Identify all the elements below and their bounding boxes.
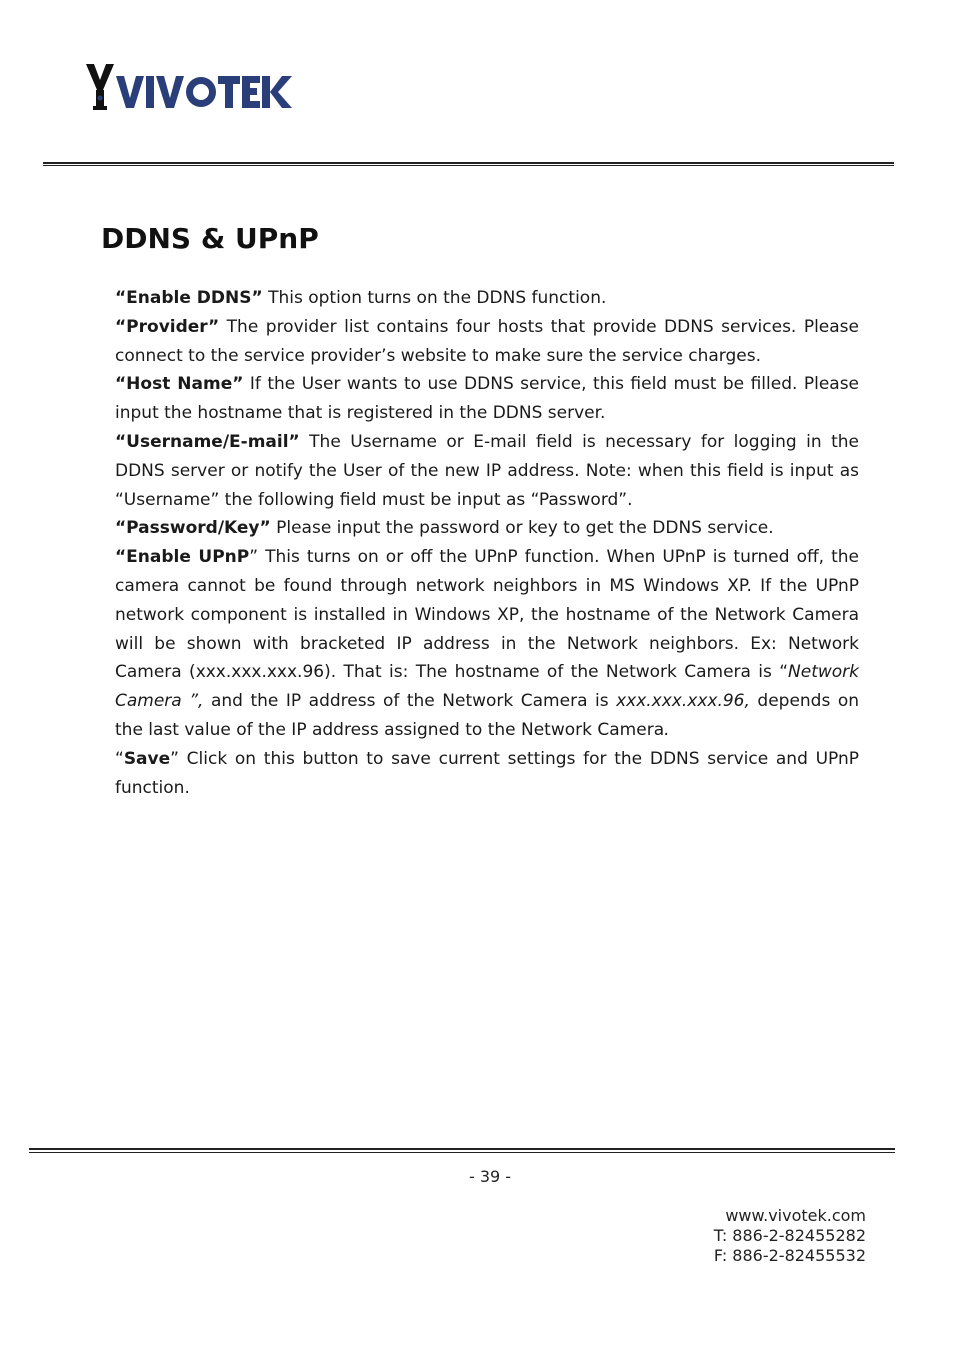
vivotek-logo	[84, 62, 294, 112]
page-number: - 39 -	[468, 1167, 512, 1186]
entry-save: “Save” Click on this button to save current settings for the DDNS service and UPnP function.	[115, 748, 859, 798]
entry-enable-ddns: “Enable DDNS” This option turns on the DDNS function.	[115, 288, 607, 308]
entry-username-email: “Username/E-mail” The Username or E-mail field is necessary for logging in the DDNS server or notify the User of the new IP address. Note: when this field is input as “Username” the following field must be input as “Password”.	[115, 431, 859, 510]
vivotek-antenna-icon	[86, 64, 114, 110]
vivotek-wordmark	[116, 76, 292, 108]
footer-fax: F: 886-2-82455532	[713, 1246, 866, 1265]
entry-password-key: “Password/Key” Please input the password or key to get the DDNS service.	[115, 518, 774, 539]
document-body	[115, 284, 859, 802]
entry-provider: “Provider” The provider list contains four hosts that provide DDNS services. Please connect to the service provider’s website to make sure the service charges.	[115, 316, 859, 366]
footer-phone: T: 886-2-82455282	[713, 1226, 866, 1245]
entry-host-name: “Host Name” If the User wants to use DDNS service, this field must be filled. Please input the hostname that is registered in the DDNS server.	[115, 374, 860, 424]
contact-footer	[714, 1206, 866, 1266]
footer-rule	[29, 1148, 895, 1153]
header-rule	[43, 162, 894, 166]
entry-enable-upnp: “Enable UPnP” This turns on or off the UPnP function. When UPnP is turned off, the camera cannot be found through network neighbors in MS Windows XP. If the UPnP network component is installed in Windows XP, the hostname of the Network Camera will be shown with bracketed IP address in the Network neighbors. Ex: Network Camera (xxx.xxx.xxx.96). That is: The hostname of the Network Camera is “Network Camera ”, and the IP address of the Network Camera is xxx.xxx.xxx.96, depends on the last value of the IP address assigned to the Network Camera.	[115, 547, 860, 740]
page-title: DDNS & UPnP	[101, 222, 319, 255]
footer-website: www.vivotek.com	[725, 1206, 866, 1225]
